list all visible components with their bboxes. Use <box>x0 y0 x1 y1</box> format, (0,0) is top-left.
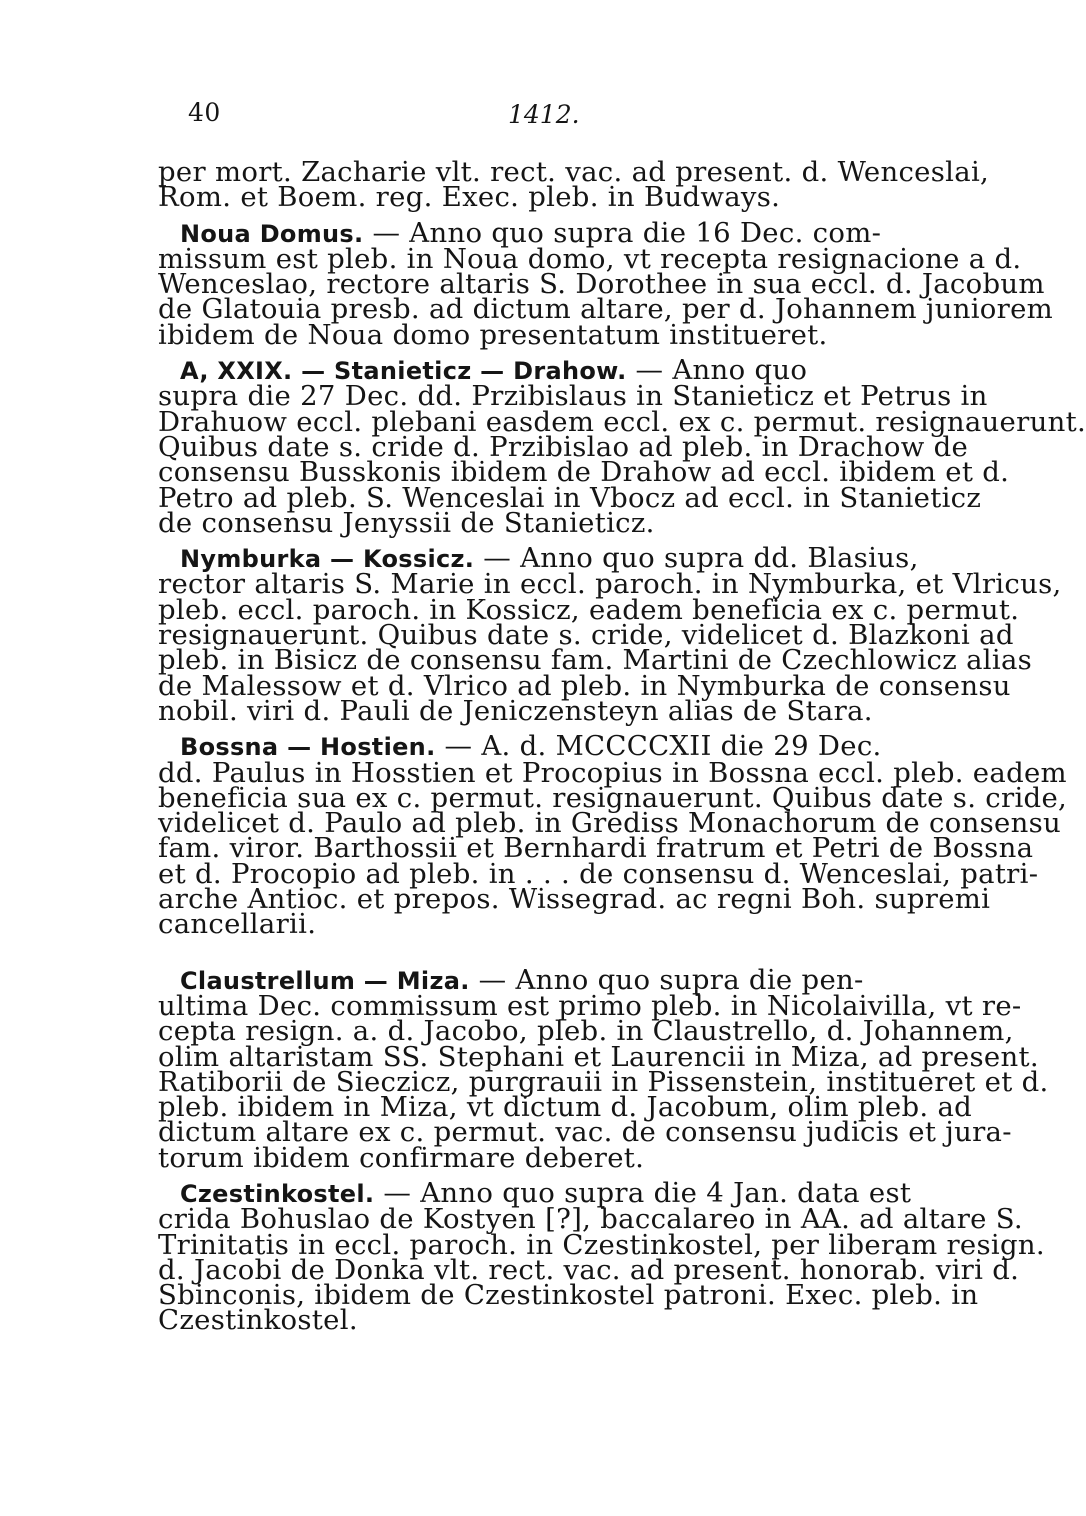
text-line: missum est pleb. in Noua domo, vt recepta resignacione a d. <box>158 242 1022 275</box>
text-line: Sbinconis, ibidem de Czestinkostel patroni. Exec. pleb. in <box>158 1279 979 1312</box>
text-line: torum ibidem confirmare deberet. <box>158 1141 645 1174</box>
text-line: de Glatouia presb. ad dictum altare, per d. Johannem juniorem <box>158 293 1054 326</box>
text-line: Czestinkostel. <box>158 1304 358 1337</box>
entry-heading: Bossna — Hostien. <box>180 733 436 762</box>
page-number: 40 <box>188 98 221 127</box>
text-line: Ratiborii de Sieczicz, purgrauii in Pissenstein, institueret et d. <box>158 1065 1049 1098</box>
text-line: ibidem de Noua domo presentatum institueret. <box>158 318 828 351</box>
text-line: Trinitatis in eccl. paroch. in Czestinkostel, per liberam resign. <box>158 1228 1045 1261</box>
entry-heading: Nymburka — Kossicz. <box>180 545 475 574</box>
text-line: beneficia sua ex c. permut. resignauerunt. Quibus date s. cride, <box>158 781 1068 814</box>
running-head-year: 1412. <box>508 100 580 129</box>
entry-heading: Czestinkostel. <box>180 1179 375 1208</box>
entry-heading: Claustrellum — Miza. <box>180 966 470 995</box>
text-line: Wenceslao, rectore altaris S. Dorothee in sua eccl. d. Jacobum <box>158 268 1045 301</box>
text-line: ultima Dec. commissum est primo pleb. in Nicolaivilla, vt re- <box>158 989 1022 1022</box>
text-line: et d. Procopio ad pleb. in . . . de consensu d. Wenceslai, patri- <box>158 857 1039 890</box>
text-line: nobil. viri d. Pauli de Jeniczensteyn alias de Stara. <box>158 694 873 727</box>
text-line: dictum altare ex c. permut. vac. de consensu judicis et jura- <box>158 1116 1012 1149</box>
text-line: pleb. eccl. paroch. in Kossicz, eadem beneficia ex c. permut. <box>158 593 1020 626</box>
text-line: pleb. ibidem in Miza, vt dictum d. Jacobum, olim pleb. ad <box>158 1091 973 1124</box>
text-line: Drahuow eccl. plebani easdem eccl. ex c. permut. resignauerunt. <box>158 405 1086 438</box>
entry-noua-domus <box>158 216 1054 351</box>
text-line: crida Bohuslao de Kostyen [?], baccalareo in AA. ad altare S. <box>158 1203 1023 1236</box>
text-run: — Anno quo supra dd. Blasius, <box>474 542 919 575</box>
entry-budways-continuation <box>158 156 990 214</box>
entry-stanieticz-drahow <box>158 354 1086 539</box>
text-line: consensu Busskonis ibidem de Drahow ad eccl. ibidem et d. <box>158 456 1010 489</box>
text-line: de consensu Jenyssii de Stanieticz. <box>158 506 655 539</box>
text-run: — A. d. MCCCCXII die 29 Dec. <box>435 730 882 763</box>
text-line: per mort. Zacharie vlt. rect. vac. ad present. d. Wenceslai, <box>158 156 990 188</box>
text-line: Petro ad pleb. S. Wenceslai in Vbocz ad eccl. in Stanieticz <box>158 481 982 514</box>
text-line: resignauerunt. Quibus date s. cride, videlicet d. Blazkoni ad <box>158 619 1014 652</box>
text-line: rector altaris S. Marie in eccl. paroch. in Nymburka, et Vlricus, <box>158 568 1062 601</box>
text-line: cepta resign. a. d. Jacobo, pleb. in Claustrello, d. Johannem, <box>158 1015 1014 1048</box>
text-run: — Anno quo supra die 16 Dec. com- <box>363 216 882 249</box>
text-line: supra die 27 Dec. dd. Przibislaus in Stanieticz et Petrus in <box>158 380 988 413</box>
text-line: de Malessow et d. Vlrico ad pleb. in Nymburka de consensu <box>158 669 1011 702</box>
entry-czestinkostel <box>158 1176 1045 1337</box>
text-line: videlicet d. Paulo ad pleb. in Grediss Monachorum de consensu <box>158 807 1061 840</box>
entry-claustrellum-miza <box>158 963 1049 1174</box>
text-line: dd. Paulus in Hosstien et Procopius in Bossna eccl. pleb. eadem <box>158 756 1067 789</box>
text-line: fam. viror. Barthossii et Bernhardi fratrum et Petri de Bossna <box>158 832 1034 865</box>
text-run: — Anno quo <box>626 354 808 387</box>
text-line: Quibus date s. cride d. Przibislao ad pleb. in Drachow de <box>158 430 969 463</box>
text-line: Rom. et Boem. reg. Exec. pleb. in Budways. <box>158 181 781 214</box>
entry-heading: Noua Domus. <box>180 219 364 248</box>
text-line: arche Antioc. et prepos. Wissegrad. ac regni Boh. supremi <box>158 883 991 916</box>
entry-bossna-hostien <box>158 730 1068 941</box>
entry-heading: A, XXIX. — Stanieticz — Drahow. <box>180 357 627 386</box>
text-line: d. Jacobi de Donka vlt. rect. vac. ad present. honorab. viri d. <box>158 1253 1020 1286</box>
entry-nymburka-kossicz <box>158 542 1062 727</box>
text-run: — Anno quo supra die 4 Jan. data est <box>374 1176 912 1209</box>
text-line: olim altaristam SS. Stephani et Laurencii in Miza, ad present. <box>158 1040 1039 1073</box>
text-line: pleb. in Bisicz de consensu fam. Martini de Czechlowicz alias <box>158 644 1033 677</box>
text-run: — Anno quo supra die pen- <box>469 963 864 996</box>
text-line: cancellarii. <box>158 908 317 941</box>
body-text <box>158 156 1086 1337</box>
